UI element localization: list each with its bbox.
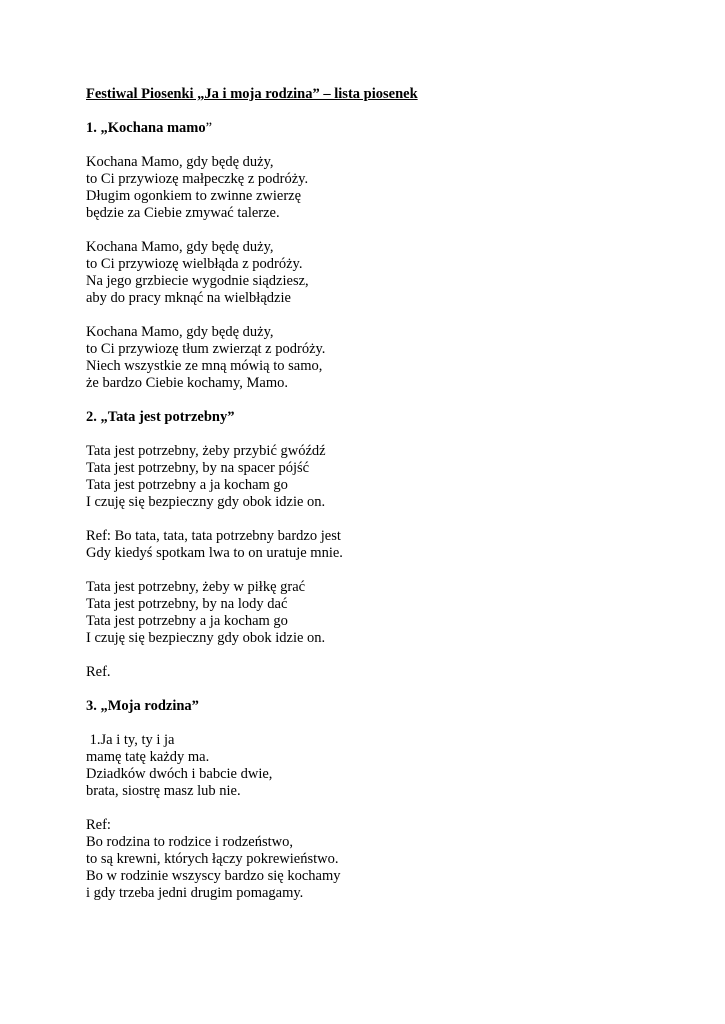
lyric-line: I czuję się bezpieczny gdy obok idzie on. xyxy=(86,494,326,510)
songs-list xyxy=(86,120,686,919)
lyric-line: Długim ogonkiem to zwinne zwierzę xyxy=(86,188,302,204)
stanza xyxy=(86,732,686,800)
lyric-line: to Ci przywiozę małpeczkę z podróży. xyxy=(86,171,309,187)
stanza xyxy=(86,579,686,647)
lyric-line: I czuję się bezpieczny gdy obok idzie on. xyxy=(86,630,326,646)
stanza xyxy=(86,817,686,902)
lyric-line: Bo w rodzinie wszyscy bardzo się kochamy xyxy=(86,868,341,884)
lyric-line: Ref: Bo tata, tata, tata potrzebny bardzo jest xyxy=(86,528,341,544)
lyric-line: to Ci przywiozę tłum zwierząt z podróży. xyxy=(86,341,326,357)
song-title: 3. „Moja rodzina” xyxy=(86,698,199,714)
lyric-line: brata, siostrę masz lub nie. xyxy=(86,783,241,799)
lyric-line: Ref. xyxy=(86,664,111,680)
stanza xyxy=(86,528,686,562)
stanza xyxy=(86,443,686,511)
lyric-line: Kochana Mamo, gdy będę duży, xyxy=(86,324,274,340)
lyric-line: Tata jest potrzebny, żeby w piłkę grać xyxy=(86,579,306,595)
lyric-line: Kochana Mamo, gdy będę duży, xyxy=(86,154,274,170)
lyric-line: Tata jest potrzebny, by na lody dać xyxy=(86,596,288,612)
lyric-line: to są krewni, których łączy pokrewieństwo. xyxy=(86,851,339,867)
song-heading xyxy=(86,409,686,426)
document-title: Festiwal Piosenki „Ja i moja rodzina” – lista piosenek xyxy=(86,86,418,102)
lyric-line: Gdy kiedyś spotkam lwa to on uratuje mnie. xyxy=(86,545,343,561)
song-title: 2. „Tata jest potrzebny” xyxy=(86,409,235,425)
lyric-line: Tata jest potrzebny a ja kocham go xyxy=(86,477,288,493)
song-heading xyxy=(86,698,686,715)
spacer xyxy=(86,222,686,239)
lyric-line: aby do pracy mknąć na wielbłądzie xyxy=(86,290,291,306)
spacer xyxy=(86,562,686,579)
lyric-line: Dziadków dwóch i babcie dwie, xyxy=(86,766,273,782)
lyric-line: Tata jest potrzebny, żeby przybić gwóźdź xyxy=(86,443,326,459)
lyric-line: Kochana Mamo, gdy będę duży, xyxy=(86,239,274,255)
song-title: 1. „Kochana mamo xyxy=(86,120,206,136)
document-page xyxy=(86,86,686,919)
lyric-line: Na jego grzbiecie wygodnie siądziesz, xyxy=(86,273,309,289)
spacer xyxy=(86,103,686,120)
stanza xyxy=(86,324,686,392)
spacer xyxy=(86,902,686,919)
spacer xyxy=(86,426,686,443)
lyric-line: 1.Ja i ty, ty i ja xyxy=(86,732,175,748)
song-title-suffix: ” xyxy=(205,120,213,136)
spacer xyxy=(86,511,686,528)
stanza xyxy=(86,154,686,222)
lyric-line: Bo rodzina to rodzice i rodzeństwo, xyxy=(86,834,293,850)
lyric-line: mamę tatę każdy ma. xyxy=(86,749,210,765)
spacer xyxy=(86,137,686,154)
song-heading xyxy=(86,120,686,137)
spacer xyxy=(86,392,686,409)
lyric-line: Niech wszystkie ze mną mówią to samo, xyxy=(86,358,323,374)
lyric-line: i gdy trzeba jedni drugim pomagamy. xyxy=(86,885,304,901)
stanza xyxy=(86,239,686,307)
lyric-line: będzie za Ciebie zmywać talerze. xyxy=(86,205,280,221)
spacer xyxy=(86,800,686,817)
lyric-line: Tata jest potrzebny, by na spacer pójść xyxy=(86,460,310,476)
lyric-line: Ref: xyxy=(86,817,111,833)
lyric-line: że bardzo Ciebie kochamy, Mamo. xyxy=(86,375,288,391)
lyric-line: to Ci przywiozę wielbłąda z podróży. xyxy=(86,256,303,272)
spacer xyxy=(86,715,686,732)
lyric-line: Tata jest potrzebny a ja kocham go xyxy=(86,613,288,629)
spacer xyxy=(86,307,686,324)
spacer xyxy=(86,647,686,664)
stanza xyxy=(86,664,686,681)
spacer xyxy=(86,681,686,698)
